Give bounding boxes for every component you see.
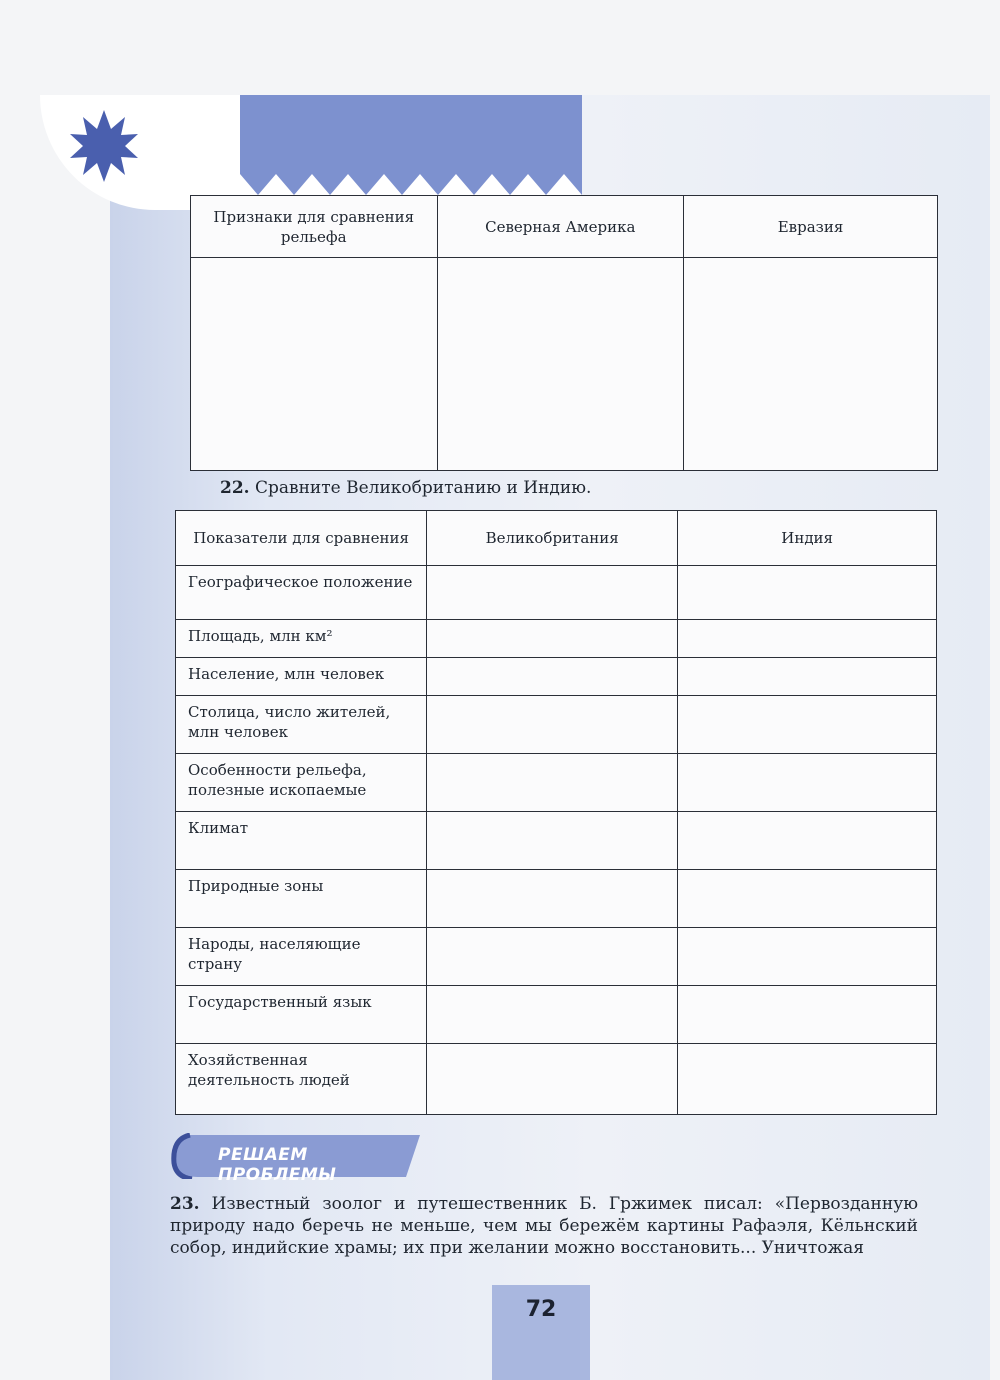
table-header: Признаки для сравнения рельефа (191, 196, 438, 258)
table-row (176, 696, 937, 754)
answer-cell[interactable] (427, 754, 678, 812)
row-label: Столица, число жителей, млн человек (176, 696, 427, 754)
table-row (176, 928, 937, 986)
task-22 (220, 478, 591, 498)
answer-cell[interactable] (427, 696, 678, 754)
table-header: Северная Америка (437, 196, 684, 258)
row-label: Население, млн человек (176, 658, 427, 696)
star-icon (66, 108, 142, 184)
table-row (176, 754, 937, 812)
answer-cell[interactable] (678, 658, 937, 696)
table-row (176, 870, 937, 928)
answer-cell[interactable] (427, 1044, 678, 1115)
row-label: Природные зоны (176, 870, 427, 928)
row-label: Географическое положение (176, 566, 427, 620)
answer-cell[interactable] (678, 696, 937, 754)
page-number: 72 (525, 1297, 557, 1322)
answer-cell[interactable] (427, 658, 678, 696)
table-header: Великобритания (427, 511, 678, 566)
task-text: Известный зоолог и путешественник Б. Гржимек писал: «Первозданную природу надо беречь не меньше, чем мы бережём картины Рафаэля, Кёльнский собор, индийские храмы; их при желании можно восстановить... Уничтожая (170, 1194, 919, 1258)
table-header: Индия (678, 511, 937, 566)
country-comparison-table (175, 510, 937, 1115)
answer-cell[interactable] (427, 566, 678, 620)
table-header: Показатели для сравнения (176, 511, 427, 566)
answer-cell[interactable] (191, 258, 438, 471)
zigzag-border (150, 160, 582, 200)
answer-cell[interactable] (684, 258, 938, 471)
answer-cell[interactable] (678, 1044, 937, 1115)
task-number: 22. (220, 478, 250, 498)
row-label: Государственный язык (176, 986, 427, 1044)
answer-cell[interactable] (427, 986, 678, 1044)
row-label: Климат (176, 812, 427, 870)
answer-cell[interactable] (678, 566, 937, 620)
row-label: Особенности рельефа, полезные ископаемые (176, 754, 427, 812)
table-row (176, 658, 937, 696)
answer-cell[interactable] (427, 928, 678, 986)
answer-cell[interactable] (427, 812, 678, 870)
answer-cell[interactable] (437, 258, 684, 471)
table-row (176, 566, 937, 620)
task-number: 23. (170, 1194, 200, 1214)
answer-cell[interactable] (678, 754, 937, 812)
row-label: Хозяйственная деятельность людей (176, 1044, 427, 1115)
row-label: Народы, населяющие страну (176, 928, 427, 986)
row-label: Площадь, млн км² (176, 620, 427, 658)
table-row (176, 1044, 937, 1115)
task-text: Сравните Великобританию и Индию. (254, 478, 592, 498)
table-row (176, 812, 937, 870)
task-23 (170, 1193, 918, 1259)
answer-cell[interactable] (678, 928, 937, 986)
answer-cell[interactable] (678, 870, 937, 928)
answer-cell[interactable] (427, 870, 678, 928)
badge-label: РЕШАЕМ ПРОБЛЕМЫ (218, 1145, 337, 1185)
answer-cell[interactable] (427, 620, 678, 658)
answer-cell[interactable] (678, 620, 937, 658)
answer-cell[interactable] (678, 812, 937, 870)
answer-cell[interactable] (678, 986, 937, 1044)
table-row (176, 620, 937, 658)
section-badge (170, 1133, 420, 1185)
table-header: Евразия (684, 196, 938, 258)
table-row (176, 986, 937, 1044)
page-number-tab (492, 1285, 590, 1380)
relief-comparison-table (190, 195, 938, 471)
